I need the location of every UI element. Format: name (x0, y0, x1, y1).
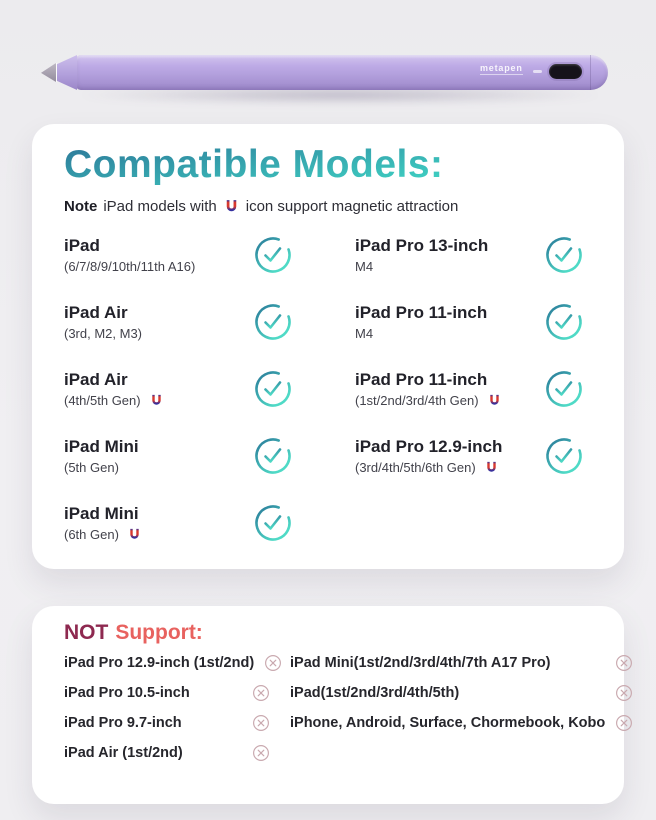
not-support-row (64, 708, 270, 738)
check-icon (544, 302, 584, 342)
cross-icon (615, 714, 633, 732)
not-support-label: iPad Mini(1st/2nd/3rd/4th/7th A17 Pro) (290, 655, 551, 671)
model-sub: (6th Gen) (64, 527, 119, 542)
model-name: iPad (64, 236, 100, 255)
compatible-column-left (64, 233, 293, 545)
model-name: iPad Mini (64, 504, 139, 523)
compatible-column-right (355, 233, 584, 545)
model-text (64, 502, 142, 544)
cross-icon (264, 654, 282, 672)
model-row (64, 300, 293, 344)
model-name: iPad Air (64, 370, 128, 389)
pen-brand-label: metapen (480, 63, 523, 73)
cross-icon (615, 654, 633, 672)
not-support-label: iPad Pro 10.5-inch (64, 685, 190, 701)
model-row (64, 233, 293, 277)
model-name: iPad Pro 13-inch (355, 236, 489, 255)
model-text (355, 368, 502, 410)
not-support-row (64, 738, 270, 768)
not-support-title (64, 622, 598, 644)
model-sub: M4 (355, 326, 374, 341)
compatible-card (32, 124, 624, 569)
check-icon (544, 369, 584, 409)
model-sub: (5th Gen) (64, 460, 119, 475)
check-icon (253, 302, 293, 342)
model-name: iPad Pro 12.9-inch (355, 437, 503, 456)
model-text (355, 301, 487, 343)
check-icon (544, 436, 584, 476)
not-support-row (290, 648, 633, 678)
model-sub: (6/7/8/9/10th/11th A16) (64, 259, 196, 274)
pen-cap-seam (590, 55, 591, 90)
model-row (355, 233, 584, 277)
model-sub: (3rd/4th/5th/6th Gen) (355, 460, 476, 475)
not-support-label: iPad Air (1st/2nd) (64, 745, 183, 761)
not-support-column-right (290, 648, 633, 768)
usb-c-port (549, 64, 582, 79)
check-icon (253, 503, 293, 543)
pen-body (76, 55, 608, 90)
pen-tip-icon (41, 63, 56, 82)
magnet-icon (223, 198, 240, 215)
model-text (64, 435, 139, 477)
note-label: Note (64, 198, 98, 215)
model-text (64, 368, 164, 410)
model-sub: (1st/2nd/3rd/4th Gen) (355, 393, 479, 408)
model-name: iPad Pro 11-inch (355, 303, 488, 322)
compatible-grid (64, 233, 584, 545)
model-name: iPad Air (64, 303, 128, 322)
not-support-title-rest: Support: (115, 621, 203, 644)
model-sub: (3rd, M2, M3) (64, 326, 143, 341)
magnet-icon (127, 527, 142, 542)
note-text-pre: iPad models with (103, 198, 217, 215)
not-support-row (64, 648, 270, 678)
model-row (64, 367, 293, 411)
check-icon (253, 436, 293, 476)
model-name: iPad Mini (64, 437, 139, 456)
not-support-title-strong: NOT (64, 621, 109, 644)
not-support-label: iPhone, Android, Surface, Chormebook, Kobo (290, 715, 606, 731)
not-support-card (32, 606, 624, 804)
model-name: iPad Pro 11-inch (355, 370, 488, 389)
check-icon (253, 235, 293, 275)
model-sub: (4th/5th Gen) (64, 393, 141, 408)
cross-icon (615, 684, 633, 702)
magnetic-note (64, 196, 584, 217)
model-row (355, 434, 584, 478)
not-support-label: iPad Pro 12.9-inch (1st/2nd) (64, 655, 255, 671)
model-row (355, 300, 584, 344)
magnet-icon (487, 393, 502, 408)
magnet-icon (484, 460, 499, 475)
model-text (355, 435, 502, 477)
compatible-title: Compatible Models: (64, 143, 444, 186)
not-support-row (290, 678, 633, 708)
not-support-column-left (64, 648, 270, 768)
model-text (355, 234, 488, 276)
not-support-label: iPad(1st/2nd/3rd/4th/5th) (290, 685, 460, 701)
not-support-row (64, 678, 270, 708)
pen-image (0, 0, 656, 118)
not-support-label: iPad Pro 9.7-inch (64, 715, 182, 731)
model-row (64, 434, 293, 478)
check-icon (253, 369, 293, 409)
check-icon (544, 235, 584, 275)
not-support-row (290, 708, 633, 738)
pen-led-indicator (533, 70, 542, 73)
model-row (355, 367, 584, 411)
model-text (64, 234, 195, 276)
cross-icon (252, 684, 270, 702)
cross-icon (252, 714, 270, 732)
model-text (64, 301, 142, 343)
magnet-icon (149, 393, 164, 408)
not-support-grid (64, 648, 606, 768)
model-row (64, 501, 293, 545)
cross-icon (252, 744, 270, 762)
model-sub: M4 (355, 259, 374, 274)
note-text-post: icon support magnetic attraction (245, 198, 459, 215)
pen-tip-taper (57, 55, 77, 90)
